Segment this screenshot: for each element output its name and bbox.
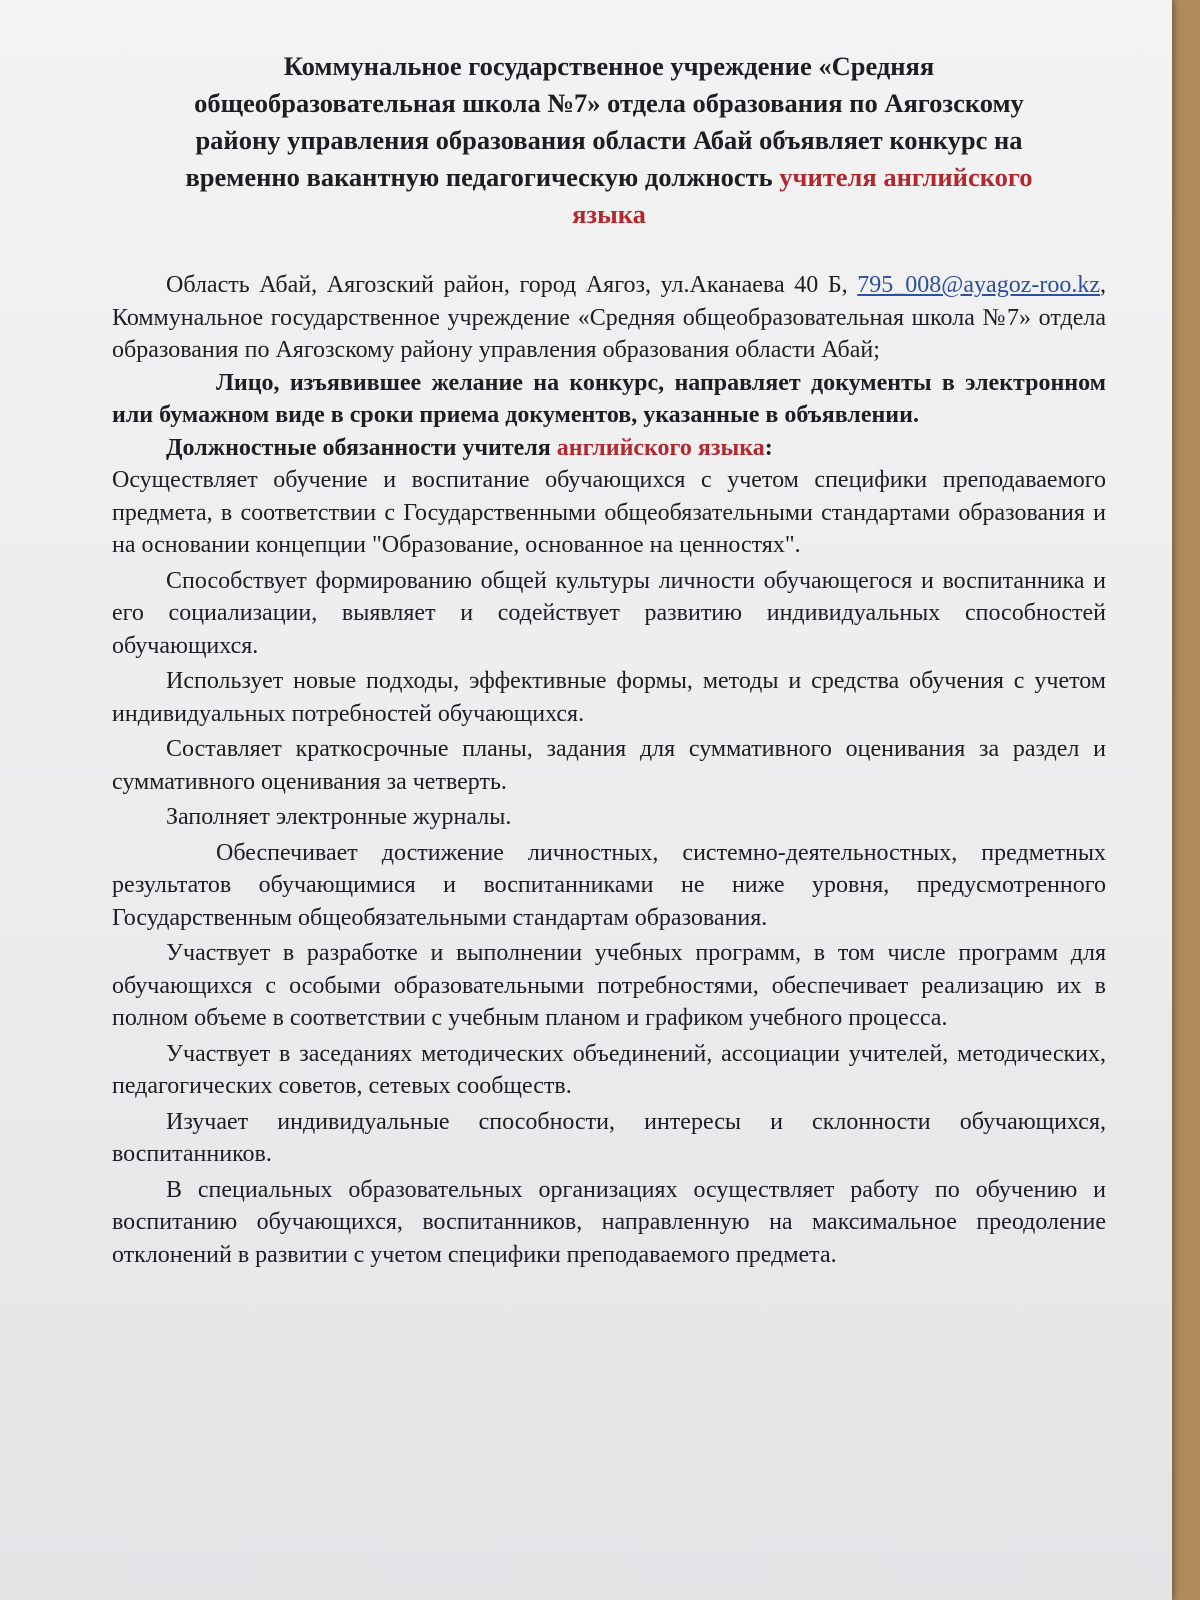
title-main-text: Коммунальное государственное учреждение «Средняя общеобразовательная школа №7» отдела образования по Аягозскому району управления образования области Абай объявляет конкурс на временно вакантную педагогическую должность — [185, 51, 1024, 192]
duty-item: Способствует формированию общей культуры личности обучающегося и воспитанника и его социализации, выявляет и содействует развитию индивидуальных способностей обучающихся. — [112, 567, 1106, 659]
address-org-text: , Коммунальное государственное учреждение «Средняя общеобразовательная школа №7» отдела образования по Аягозскому району управления образования области Абай; — [112, 272, 1106, 363]
submission-notice: Лицо, изъявившее желание на конкурс, направляет документы в электронном или бумажном виде в сроки приема документов, указанные в объявлении. — [112, 369, 1106, 428]
announcement-title — [112, 48, 1106, 233]
duty-item: Осуществляет обучение и воспитание обучающихся с учетом специфики преподаваемого предмета, в соответствии с Государственными общеобязательными стандартами образования и на основании концепции "Образование, основанное на ценностях". — [112, 467, 1106, 558]
duties-heading-subject: английского языка — [556, 434, 765, 461]
duties-heading-colon: : — [764, 434, 773, 461]
duty-item: Заполняет электронные журналы. — [166, 804, 512, 830]
duty-item: Использует новые подходы, эффективные формы, методы и средства обучения с учетом индивидуальных потребностей обучающихся. — [112, 668, 1106, 727]
address-paragraph — [112, 269, 1106, 367]
duties-heading — [112, 432, 1106, 465]
duties-heading-text: Должностные обязанности учителя — [166, 434, 551, 461]
document-content — [112, 48, 1106, 1271]
duty-item: Изучает индивидуальные способности, интересы и склонности обучающихся, воспитанников. — [112, 1108, 1106, 1167]
duty-item: Составляет краткосрочные планы, задания для суммативного оценивания за раздел и суммативного оценивания за четверть. — [112, 736, 1106, 795]
duty-item: Участвует в заседаниях методических объединений, ассоциации учителей, методических, педагогических советов, сетевых сообществ. — [112, 1040, 1106, 1099]
email-link[interactable]: 795_008@ayagoz-roo.kz — [857, 272, 1100, 298]
duty-item: В специальных образовательных организациях осуществляет работу по обучению и воспитанию обучающихся, воспитанников, направленную на максимальное преодоление отклонений в развитии с учетом специфики преподаваемого предмета. — [112, 1176, 1106, 1268]
title-position-highlight: учителя английского языка — [572, 162, 1033, 229]
address-text: Область Абай, Аягозский район, город Аягоз, ул.Аканаева 40 Б, — [166, 272, 848, 298]
duty-item: Участвует в разработке и выполнении учебных программ, в том числе программ для обучающихся с особыми образовательными потребностями, обеспечивает реализацию их в полном объеме в соответствии с учебным планом и графиком учебного процесса. — [112, 940, 1106, 1031]
duty-item: Обеспечивает достижение личностных, системно-деятельностных, предметных результатов обучающимися и воспитанниками не ниже уровня, предусмотренного Государственным общеобязательными стандартам образования. — [112, 839, 1106, 931]
